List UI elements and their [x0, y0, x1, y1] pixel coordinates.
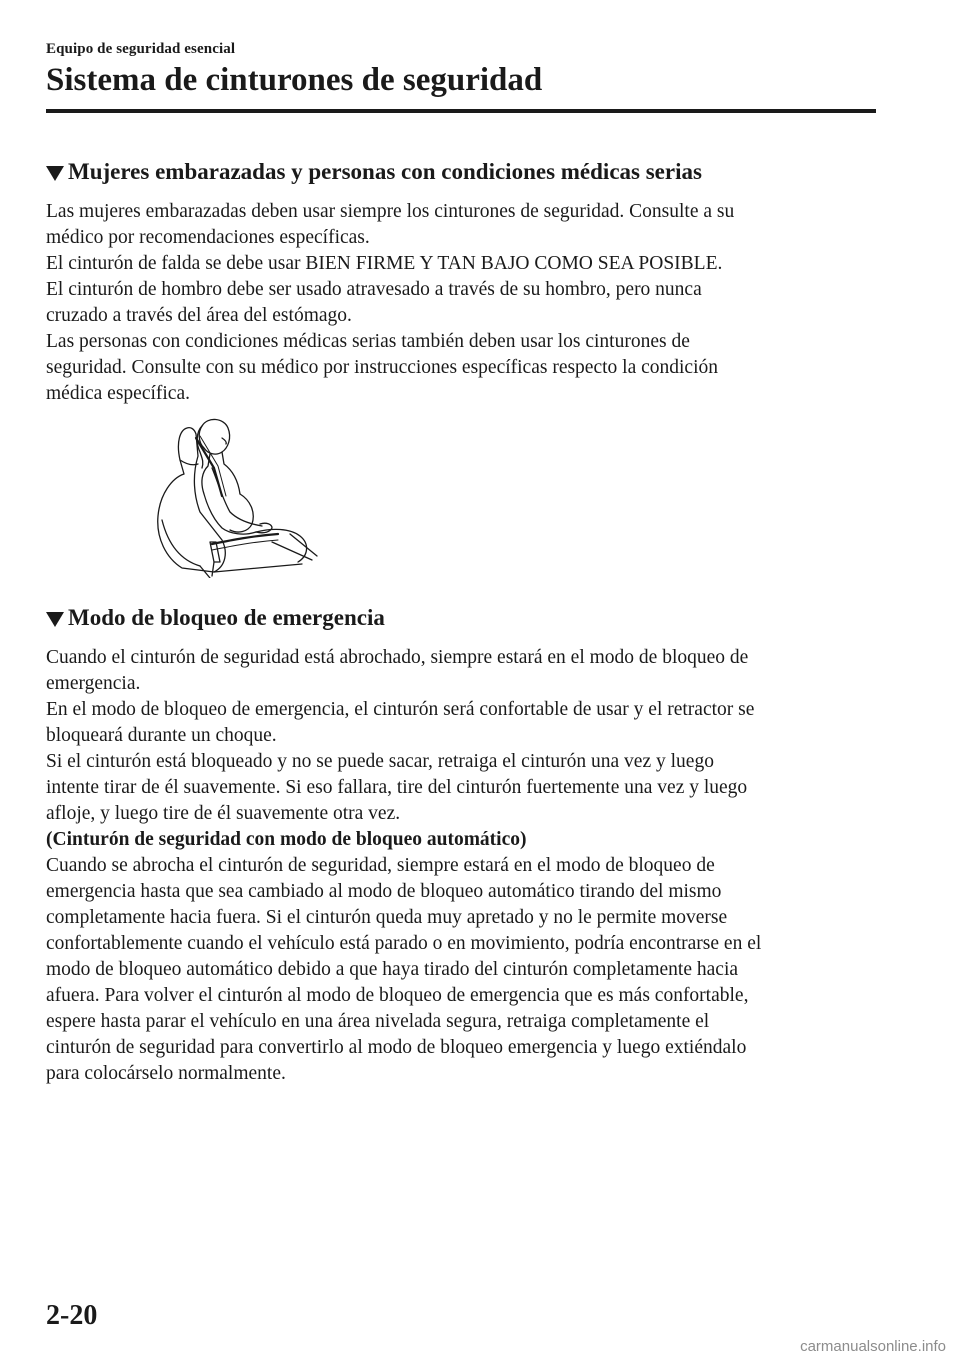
text-line: seguridad. Consulte con su médico por instrucciones específicas respecto la condición	[46, 357, 719, 378]
title-rule	[46, 109, 876, 113]
section-body-emergency-lock	[46, 645, 886, 1087]
text-line: Cuando se abrocha el cinturón de seguridad, siempre estará en el modo de bloqueo de	[46, 855, 715, 876]
text-line: El cinturón de hombro debe ser usado atravesado a través de su hombro, pero nunca	[46, 279, 702, 300]
text-line: emergencia.	[46, 673, 141, 694]
text-line: espere hasta parar el vehículo en una área nivelada segura, retraiga completamente el	[46, 1011, 710, 1032]
page-title: Sistema de cinturones de seguridad	[46, 62, 543, 98]
text-line: afloje, y luego tire de él suavemente otra vez.	[46, 803, 401, 824]
text-line: para colocárselo normalmente.	[46, 1063, 286, 1084]
text-line: bloqueará durante un choque.	[46, 725, 277, 746]
text-line: Las mujeres embarazadas deben usar siempre los cinturones de seguridad. Consulte a su	[46, 201, 735, 222]
section-heading-text: Mujeres embarazadas y personas con condiciones médicas serias	[68, 159, 702, 184]
subheading: (Cinturón de seguridad con modo de bloqueo automático)	[46, 829, 527, 850]
section-heading-pregnant	[46, 157, 702, 187]
text-line: emergencia hasta que sea cambiado al modo de bloqueo automático tirando del mismo	[46, 881, 722, 902]
section-body-pregnant	[46, 199, 886, 407]
watermark: carmanualsonline.info	[800, 1338, 946, 1355]
text-line: Si el cinturón está bloqueado y no se puede sacar, retraiga el cinturón una vez y luego	[46, 751, 714, 772]
text-line: médico por recomendaciones específicas.	[46, 227, 370, 248]
text-line: cruzado a través del área del estómago.	[46, 305, 352, 326]
section-heading-emergency-lock	[46, 603, 385, 633]
text-line: modo de bloqueo automático debido a que haya tirado del cinturón completamente hacia	[46, 959, 739, 980]
triangle-bullet-icon	[46, 612, 64, 627]
text-line: completamente hacia fuera. Si el cinturón queda muy apretado y no le permite moverse	[46, 907, 728, 928]
section-label: Equipo de seguridad esencial	[46, 41, 236, 57]
text-line: intente tirar de él suavemente. Si eso fallara, tire del cinturón fuertemente una vez y luego	[46, 777, 748, 798]
section-heading-text: Modo de bloqueo de emergencia	[68, 605, 385, 630]
text-line: confortablemente cuando el vehículo está parado o en movimiento, podría encontrarse en el	[46, 933, 762, 954]
text-line: En el modo de bloqueo de emergencia, el cinturón será confortable de usar y el retractor se	[46, 699, 755, 720]
text-line: Las personas con condiciones médicas serias también deben usar los cinturones de	[46, 331, 690, 352]
page-number: 2-20	[46, 1300, 98, 1331]
triangle-bullet-icon	[46, 166, 64, 181]
pregnant-woman-seatbelt-illustration	[152, 416, 322, 578]
text-line: afuera. Para volver el cinturón al modo de bloqueo de emergencia que es más confortable,	[46, 985, 749, 1006]
text-line: médica específica.	[46, 383, 190, 404]
text-line: El cinturón de falda se debe usar BIEN FIRME Y TAN BAJO COMO SEA POSIBLE.	[46, 253, 723, 274]
text-line: Cuando el cinturón de seguridad está abrochado, siempre estará en el modo de bloqueo de	[46, 647, 749, 668]
text-line: cinturón de seguridad para convertirlo al modo de bloqueo emergencia y luego extiéndalo	[46, 1037, 747, 1058]
